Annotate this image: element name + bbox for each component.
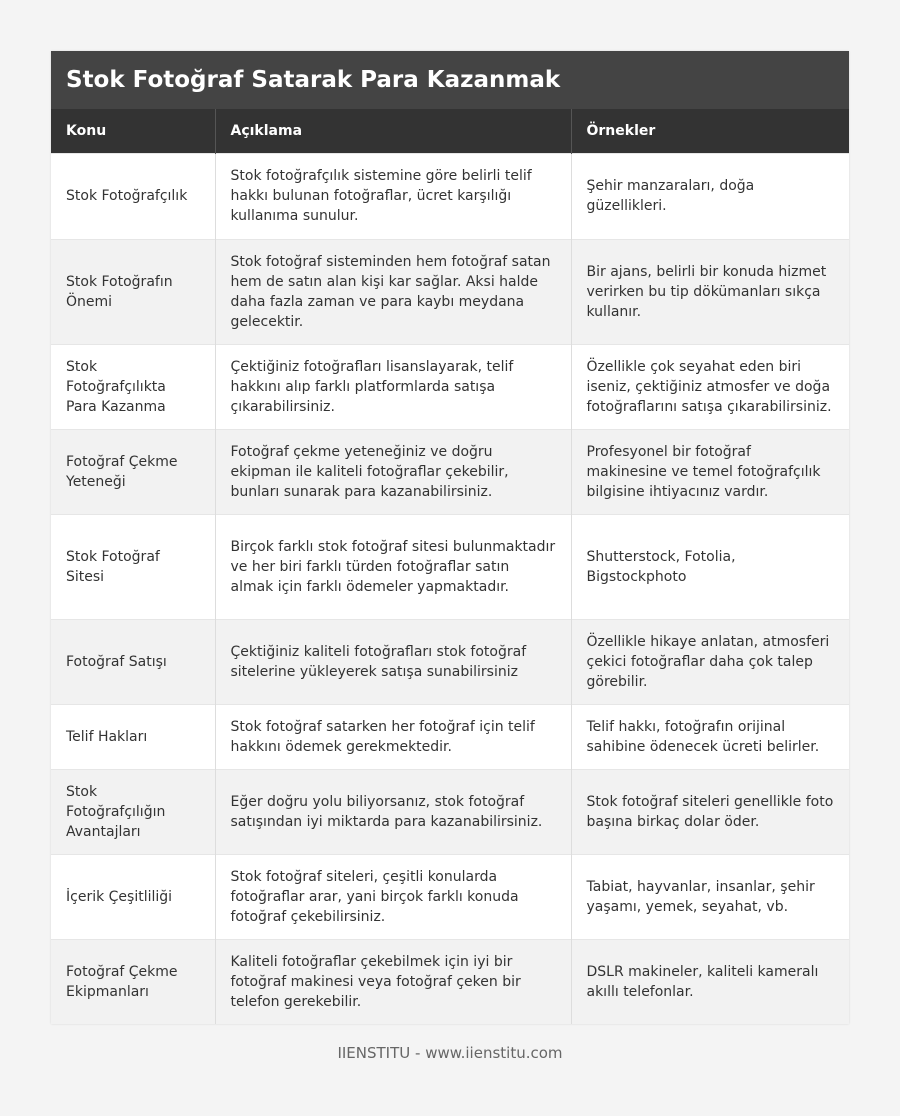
table-row [51, 704, 849, 769]
cell-konu: Fotoğraf Çekme Yeteneği [51, 429, 215, 514]
cell-aciklama: Stok fotoğraf sisteminden hem fotoğraf satan hem de satın alan kişi kar sağlar. Aksi halde daha fazla zaman ve para kaybı meydana gelecektir. [215, 239, 571, 344]
cell-ornekler: DSLR makineler, kaliteli kameralı akıllı telefonlar. [571, 939, 849, 1024]
table-row [51, 939, 849, 1024]
column-header-aciklama: Açıklama [215, 109, 571, 153]
cell-konu: Stok Fotoğrafçılık [51, 153, 215, 239]
footer-credit: IIENSTITU - www.iienstitu.com [337, 1044, 563, 1062]
cell-ornekler: Tabiat, hayvanlar, insanlar, şehir yaşamı, yemek, seyahat, vb. [571, 854, 849, 939]
cell-ornekler: Profesyonel bir fotoğraf makinesine ve temel fotoğrafçılık bilgisine ihtiyacınız vardır. [571, 429, 849, 514]
cell-ornekler: Özellikle çok seyahat eden biri iseniz, çektiğiniz atmosfer ve doğa fotoğraflarını satışa çıkarabilirsiniz. [571, 344, 849, 429]
cell-aciklama: Stok fotoğraf satarken her fotoğraf için telif hakkını ödemek gerekmektedir. [215, 704, 571, 769]
cell-ornekler: Stok fotoğraf siteleri genellikle foto başına birkaç dolar öder. [571, 769, 849, 854]
cell-konu: Telif Hakları [51, 704, 215, 769]
cell-ornekler: Shutterstock, Fotolia, Bigstockphoto [571, 514, 849, 619]
cell-konu: İçerik Çeşitliliği [51, 854, 215, 939]
table-row [51, 769, 849, 854]
table-row [51, 153, 849, 239]
cell-aciklama: Çektiğiniz kaliteli fotoğrafları stok fotoğraf sitelerine yükleyerek satışa sunabilirsiniz [215, 619, 571, 704]
cell-aciklama: Birçok farklı stok fotoğraf sitesi bulunmaktadır ve her biri farklı türden fotoğraflar satın almak için farklı ödemeler yapmaktadır. [215, 514, 571, 619]
cell-aciklama: Eğer doğru yolu biliyorsanız, stok fotoğraf satışından iyi miktarda para kazanabilirsiniz. [215, 769, 571, 854]
page-title: Stok Fotoğraf Satarak Para Kazanmak [51, 51, 849, 109]
column-header-konu: Konu [51, 109, 215, 153]
column-header-ornekler: Örnekler [571, 109, 849, 153]
table-card [51, 51, 849, 1024]
cell-ornekler: Özellikle hikaye anlatan, atmosferi çekici fotoğraflar daha çok talep görebilir. [571, 619, 849, 704]
cell-aciklama: Stok fotoğraf siteleri, çeşitli konularda fotoğraflar arar, yani birçok farklı konuda fotoğraf çekebilirsiniz. [215, 854, 571, 939]
content-table [51, 109, 849, 1024]
cell-ornekler: Bir ajans, belirli bir konuda hizmet verirken bu tip dökümanları sıkça kullanır. [571, 239, 849, 344]
cell-ornekler: Şehir manzaraları, doğa güzellikleri. [571, 153, 849, 239]
cell-konu: Stok Fotoğrafın Önemi [51, 239, 215, 344]
cell-konu: Stok Fotoğraf Sitesi [51, 514, 215, 619]
header-row [51, 109, 849, 153]
cell-aciklama: Kaliteli fotoğraflar çekebilmek için iyi bir fotoğraf makinesi veya fotoğraf çeken bir telefon gerekebilir. [215, 939, 571, 1024]
cell-konu: Fotoğraf Satışı [51, 619, 215, 704]
cell-konu: Fotoğraf Çekme Ekipmanları [51, 939, 215, 1024]
table-row [51, 514, 849, 619]
cell-konu: Stok Fotoğrafçılığın Avantajları [51, 769, 215, 854]
table-row [51, 239, 849, 344]
cell-aciklama: Fotoğraf çekme yeteneğiniz ve doğru ekipman ile kaliteli fotoğraflar çekebilir, bunları sunarak para kazanabilirsiniz. [215, 429, 571, 514]
cell-konu: Stok Fotoğrafçılıkta Para Kazanma [51, 344, 215, 429]
table-row [51, 344, 849, 429]
table-row [51, 619, 849, 704]
cell-ornekler: Telif hakkı, fotoğrafın orijinal sahibine ödenecek ücreti belirler. [571, 704, 849, 769]
table-row [51, 854, 849, 939]
cell-aciklama: Stok fotoğrafçılık sistemine göre belirli telif hakkı bulunan fotoğraflar, ücret karşılığı kullanıma sunulur. [215, 153, 571, 239]
table-row [51, 429, 849, 514]
cell-aciklama: Çektiğiniz fotoğrafları lisanslayarak, telif hakkını alıp farklı platformlarda satışa çıkarabilirsiniz. [215, 344, 571, 429]
